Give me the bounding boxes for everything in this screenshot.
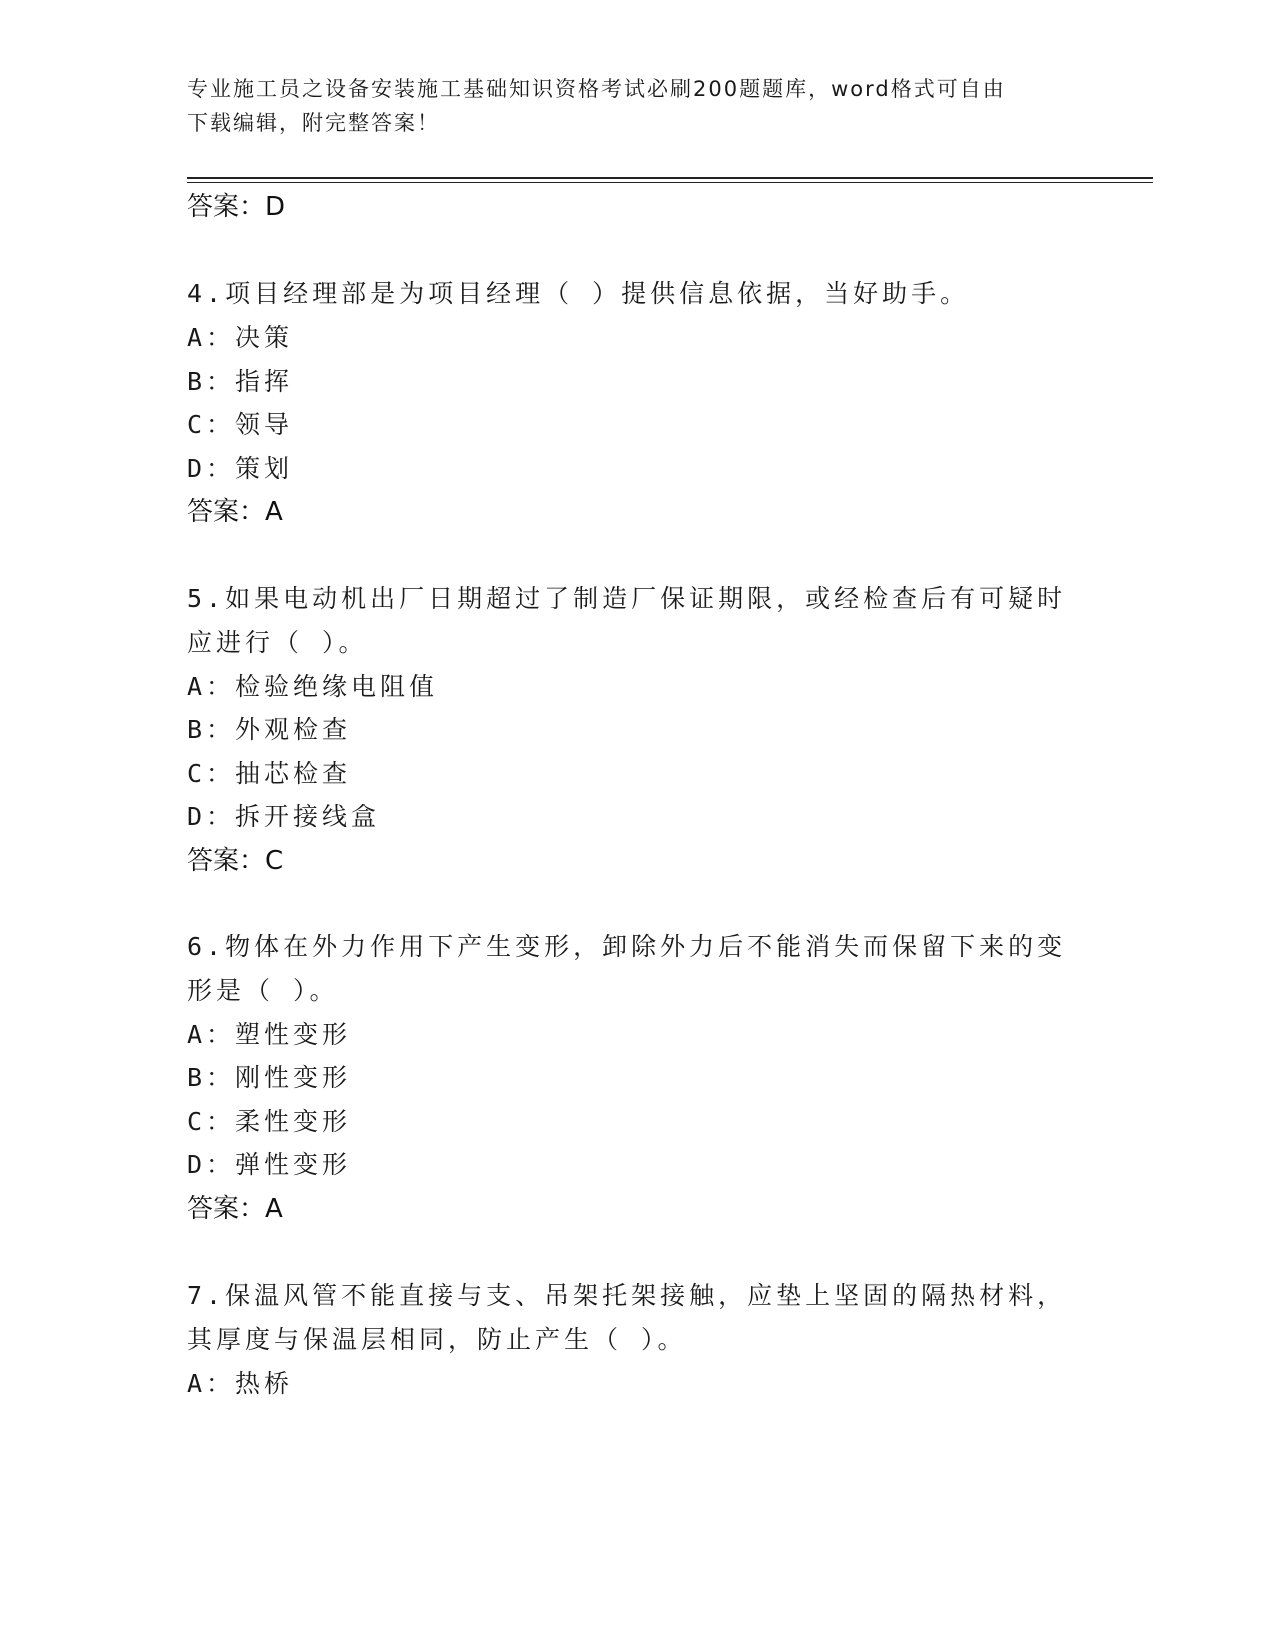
question-6-option-b: B：刚性变形 xyxy=(187,1063,352,1092)
question-5-stem-line-1: 5.如果电动机出厂日期超过了制造厂保证期限，或经检查后有可疑时 xyxy=(187,584,1067,613)
question-6-option-a: A：塑性变形 xyxy=(187,1020,352,1049)
header-line-2: 下载编辑，附完整答案！ xyxy=(187,111,440,135)
header-line-1: 专业施工员之设备安装施工基础知识资格考试必刷200题题库，word格式可自由 xyxy=(187,77,1006,101)
question-7-stem-line-1: 7.保温风管不能直接与支、吊架托架接触，应垫上坚固的隔热材料， xyxy=(187,1281,1067,1310)
header-divider-thin xyxy=(187,182,1153,183)
question-6-option-c: C：柔性变形 xyxy=(187,1107,352,1136)
question-5-stem-line-2: 应进行（ ）。 xyxy=(187,628,368,657)
question-6-answer: 答案：A xyxy=(187,1194,283,1224)
question-5-option-d: D：拆开接线盒 xyxy=(187,802,381,831)
question-4-option-d: D：策划 xyxy=(187,454,294,483)
previous-answer: 答案：D xyxy=(187,192,286,222)
question-4-option-c: C：领导 xyxy=(187,410,294,439)
question-7-stem-line-2: 其厚度与保温层相同，防止产生（ ）。 xyxy=(187,1325,687,1354)
question-5-option-a: A：检验绝缘电阻值 xyxy=(187,672,439,701)
header-divider-thick xyxy=(187,177,1153,179)
question-6-stem-line-1: 6.物体在外力作用下产生变形，卸除外力后不能消失而保留下来的变 xyxy=(187,932,1067,961)
question-4-answer: 答案：A xyxy=(187,497,283,527)
question-5-option-b: B：外观检查 xyxy=(187,715,352,744)
question-4-option-b: B：指挥 xyxy=(187,367,294,396)
question-4-option-a: A：决策 xyxy=(187,323,294,352)
question-5-answer: 答案：C xyxy=(187,846,284,876)
question-6-stem-line-2: 形是（ ）。 xyxy=(187,976,339,1005)
question-4-stem-line-1: 4.项目经理部是为项目经理（ ）提供信息依据，当好助手。 xyxy=(187,279,970,308)
question-5-option-c: C：抽芯检查 xyxy=(187,759,352,788)
document-header xyxy=(187,72,1087,140)
question-7-option-a: A：热桥 xyxy=(187,1369,294,1398)
question-6-option-d: D：弹性变形 xyxy=(187,1150,352,1179)
